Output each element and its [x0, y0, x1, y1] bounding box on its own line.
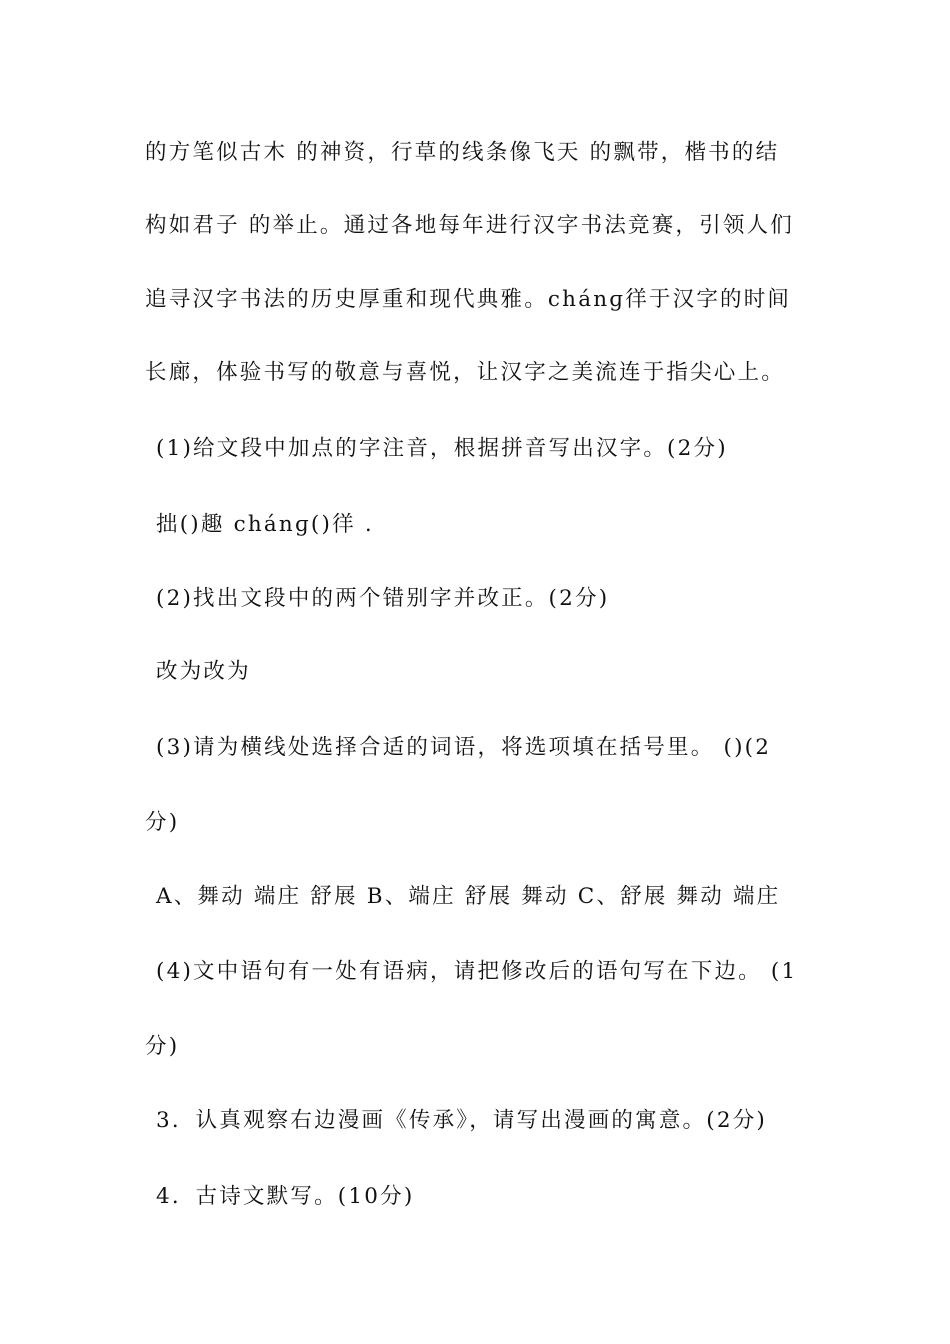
paragraph-line-1: 的方笔似古木 的神资，行草的线条像飞天 的飘带，楷书的结 — [145, 140, 780, 165]
item-3: 3．认真观察右边漫画《传承》，请写出漫画的寓意。(2分) — [156, 1108, 767, 1133]
paragraph-line-3: 追寻汉字书法的历史厚重和现代典雅。chánɡ徉于汉字的时间 — [145, 287, 792, 312]
question-1-answer: 拙()趣 chánɡ()徉 . — [156, 512, 374, 537]
question-3: (3)请为横线处选择合适的词语，将选项填在括号里。 ()(2 — [156, 735, 772, 760]
item-4: 4．古诗文默写。(10分) — [156, 1184, 415, 1209]
paragraph-line-4: 长廊，体验书写的敬意与喜悦，让汉字之美流连于指尖心上。 — [145, 360, 785, 385]
paragraph-line-2: 构如君子 的举止。通过各地每年进行汉字书法竞赛，引领人们 — [145, 213, 794, 238]
question-3-continued: 分) — [145, 810, 180, 835]
question-4-continued: 分) — [145, 1034, 180, 1059]
question-4: (4)文中语句有一处有语病，请把修改后的语句写在下边。 (1 — [156, 959, 798, 984]
question-2: (2)找出文段中的两个错别字并改正。(2分) — [156, 586, 610, 611]
question-2-answer: 改为改为 — [156, 659, 251, 684]
question-3-options: A、舞动 端庄 舒展 B、端庄 舒展 舞动 C、舒展 舞动 端庄 — [156, 884, 781, 909]
question-1: (1)给文段中加点的字注音，根据拼音写出汉字。(2分) — [156, 436, 728, 461]
